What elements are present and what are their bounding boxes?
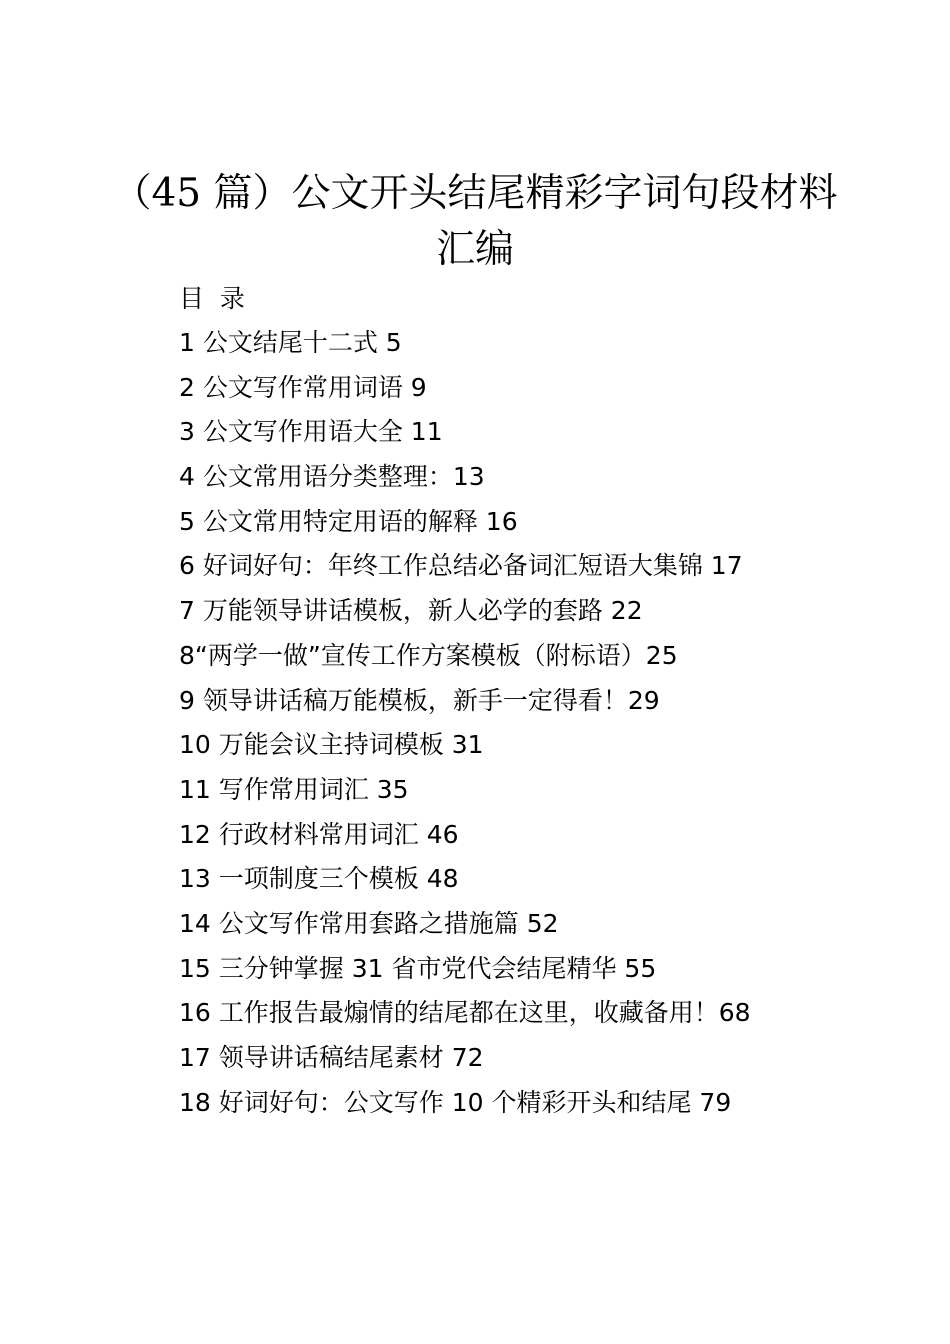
document-title: （45 篇）公文开头结尾精彩字词句段材料汇编: [112, 171, 838, 272]
toc-item[interactable]: 16 工作报告最煽情的结尾都在这里，收藏备用！68: [179, 998, 751, 1028]
toc-item[interactable]: 17 领导讲话稿结尾素材 72: [179, 1043, 484, 1072]
toc-item[interactable]: 15 三分钟掌握 31 省市党代会结尾精华 55: [179, 953, 657, 983]
toc-item[interactable]: 10 万能会议主持词模板 31: [179, 730, 484, 760]
toc-item[interactable]: 4 公文常用语分类整理：13: [179, 462, 485, 492]
toc-item[interactable]: 2 公文写作常用词语 9: [179, 372, 427, 402]
toc-heading: 目 录: [179, 284, 245, 313]
toc-item[interactable]: 12 行政材料常用词汇 46: [179, 819, 459, 849]
toc-item[interactable]: 9 领导讲话稿万能模板，新手一定得看！29: [179, 685, 660, 715]
toc-item[interactable]: 1 公文结尾十二式 5: [179, 328, 402, 357]
toc-item[interactable]: 14 公文写作常用套路之措施篇 52: [179, 908, 559, 938]
table-of-contents: [179, 276, 879, 1125]
toc-item[interactable]: 11 写作常用词汇 35: [179, 774, 409, 804]
toc-item[interactable]: 18 好词好句：公文写作 10 个精彩开头和结尾 79: [179, 1087, 732, 1117]
toc-item[interactable]: 3 公文写作用语大全 11: [179, 417, 443, 447]
toc-item[interactable]: 6 好词好句：年终工作总结必备词汇短语大集锦 17: [179, 551, 743, 581]
toc-list: [179, 321, 879, 1125]
toc-item[interactable]: 8“两学一做”宣传工作方案模板（附标语）25: [179, 640, 678, 670]
toc-item[interactable]: 7 万能领导讲话模板，新人必学的套路 22: [179, 596, 643, 626]
toc-item[interactable]: 13 一项制度三个模板 48: [179, 864, 459, 894]
toc-item[interactable]: 5 公文常用特定用语的解释 16: [179, 506, 518, 536]
